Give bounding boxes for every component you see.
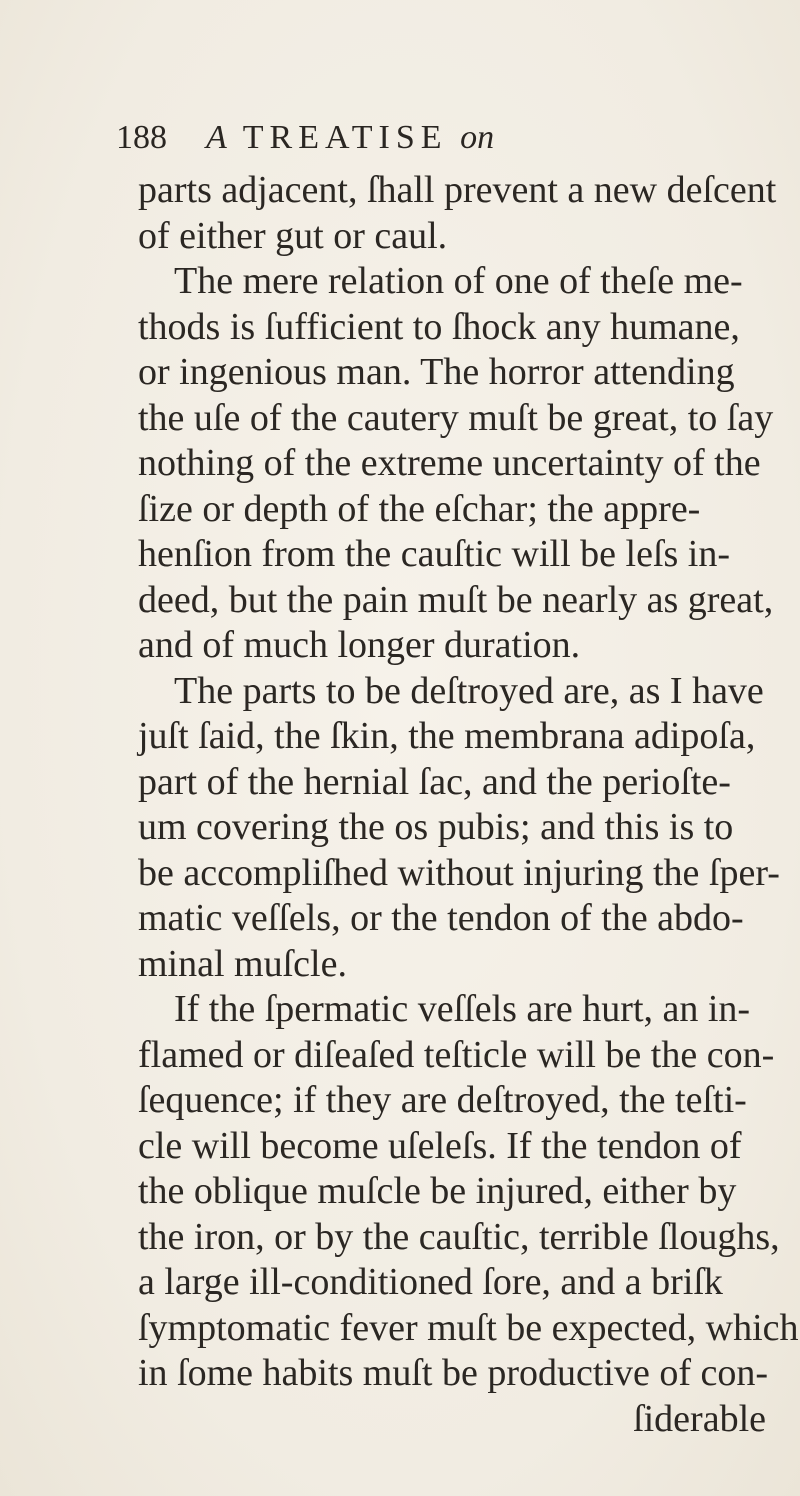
- text-line: a large ill-conditioned ſore, and a briſk: [138, 1261, 723, 1303]
- running-head-title: TREATISE: [242, 119, 448, 156]
- text-line: ſize or depth of the eſchar; the appre-: [138, 487, 701, 530]
- page-header: [116, 118, 676, 158]
- text-line: the oblique muſcle be injured, either by: [138, 1170, 737, 1212]
- text-line: parts adjacent, ſhall prevent a new deſcent: [138, 169, 777, 211]
- text-line: thods is ſufficient to ſhock any humane,: [138, 305, 740, 348]
- text-line: minal muſcle.: [138, 942, 347, 985]
- text-line: the uſe of the cautery muſt be great, to ſay: [138, 396, 774, 439]
- text-line: um covering the os pubis; and this is to: [138, 806, 734, 848]
- text-line: ſequence; if they are deſtroyed, the teſti-: [138, 1079, 747, 1121]
- text-line: and of much longer duration.: [138, 624, 581, 666]
- text-line: or ingenious man. The horror attending: [138, 351, 735, 393]
- running-head-on: on: [460, 119, 495, 156]
- text-line: deed, but the pain muſt be nearly as great,: [138, 578, 774, 621]
- text-line: flamed or diſeaſed teſticle will be the con-: [138, 1033, 775, 1076]
- text-line: The parts to be deſtroyed are, as I have: [174, 669, 764, 712]
- text-line: cle will become uſeleſs. If the tendon of: [138, 1124, 742, 1167]
- text-line: in ſome habits muſt be productive of con-: [138, 1352, 769, 1394]
- text-line: ſymptomatic fever muſt be expected, which: [138, 1306, 799, 1349]
- text-line: matic veſſels, or the tendon of the abdo-: [138, 897, 744, 939]
- catchword: ſiderable: [633, 1397, 766, 1440]
- running-head: [206, 118, 494, 158]
- text-line: of either gut or caul.: [138, 214, 448, 257]
- page-number: 188: [116, 119, 167, 156]
- text-line: The mere relation of one of theſe me-: [174, 260, 743, 302]
- text-line: juſt ſaid, the ſkin, the membrana adipoſa,: [138, 715, 756, 757]
- text-line: the iron, or by the cauſtic, terrible ſloughs,: [138, 1215, 780, 1258]
- text-line: nothing of the extreme uncertainty of the: [138, 442, 761, 484]
- body-text: [138, 168, 799, 1442]
- text-line: henſion from the cauſtic will be leſs in-: [138, 533, 731, 575]
- running-head-article: A: [206, 119, 227, 156]
- text-line: If the ſpermatic veſſels are hurt, an in-: [174, 988, 751, 1030]
- text-line: be accompliſhed without injuring the ſper-: [138, 851, 780, 894]
- text-line: part of the hernial ſac, and the perioſte-: [138, 760, 731, 803]
